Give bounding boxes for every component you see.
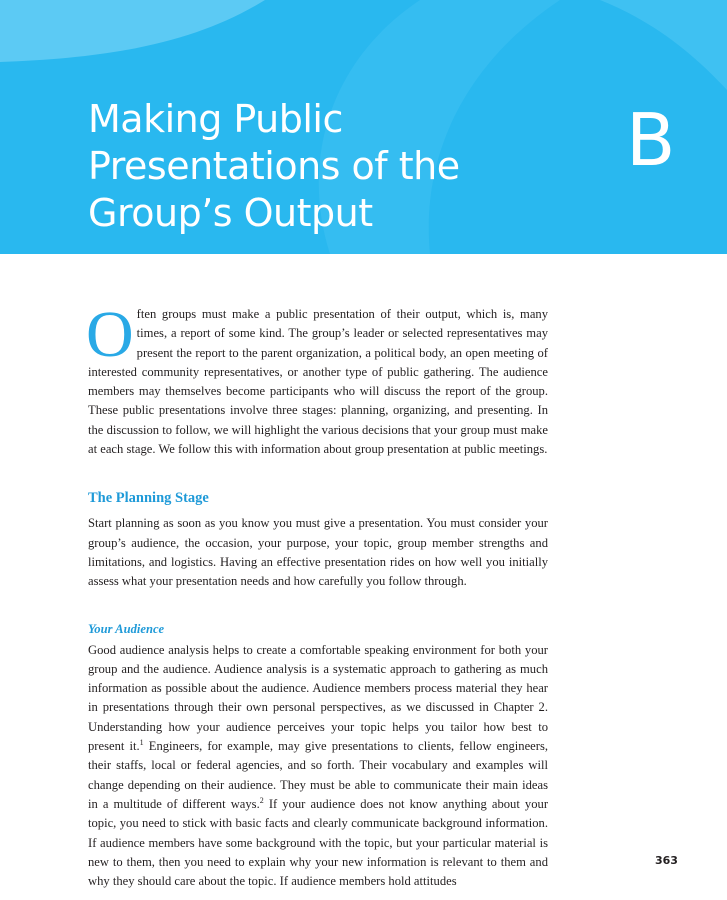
subsection-heading: Your Audience <box>88 621 165 636</box>
audience-text-part3: If your audience does not know anything about your topic, you need to stick with basic facts and clearly communicate background information. If audience members have some background with the topic, but your particular material is new to them, then you need to explain why your new information is relevant to them and why they should care about the topic. If audience members hold attitudes <box>88 796 549 889</box>
audience-text-part1: Good audience analysis helps to create a comfortable speaking environment for both your group and the audience. Audience analysis is a systematic approach to gathering as much information as possible about the audience. Audience members process material they hear in presentations through their own personal perspectives, as we discussed in Chapter 2. Understanding how your audience perceives your topic helps you tailor how best to present it. <box>88 642 548 754</box>
title-line: Making Public <box>88 97 343 141</box>
drop-cap: O <box>86 298 134 371</box>
audience-text-part2: Engineers, for example, may give presentations to clients, fellow engineers, their staffs, local or federal agencies, and so forth. Their vocabulary and examples will change depending on their audience. They must be able to communicate their main ideas in a multitude of different ways. <box>88 739 549 811</box>
audience-paragraph <box>88 641 548 892</box>
title-line: Presentations of the <box>88 144 460 188</box>
chapter-title <box>88 96 460 237</box>
chapter-banner <box>0 0 727 254</box>
title-line: Group’s Output <box>88 191 373 235</box>
page-number: 363 <box>655 854 678 867</box>
appendix-letter: B <box>626 98 676 182</box>
intro-text: ften groups must make a public presentation of their output, which is, many times, a report of some kind. The group’s leader or selected representatives may present the report to the parent organization, a political body, an open meeting of interested community representatives, or another type of public gathering. The audience members may themselves become participants who will discuss the report of the group. These public presentations involve three stages: planning, organizing, and presenting. In the discussion to follow, we will highlight the various decisions that your group must make at each stage. We follow this with information about group presentation at public meetings. <box>88 307 548 457</box>
footnote-marker[interactable]: 1 <box>139 738 144 748</box>
footnote-marker[interactable]: 2 <box>259 795 264 805</box>
page-body <box>86 298 549 891</box>
intro-paragraph <box>86 298 548 459</box>
section-heading: The Planning Stage <box>88 490 209 507</box>
planning-paragraph: Start planning as soon as you know you must give a presentation. You must consider your group’s audience, the occasion, your purpose, your topic, group member strengths and limitations, and logistics. Having an effective presentation rides on how well you initially assess what your presentation needs and how carefully you follow through. <box>88 516 548 589</box>
